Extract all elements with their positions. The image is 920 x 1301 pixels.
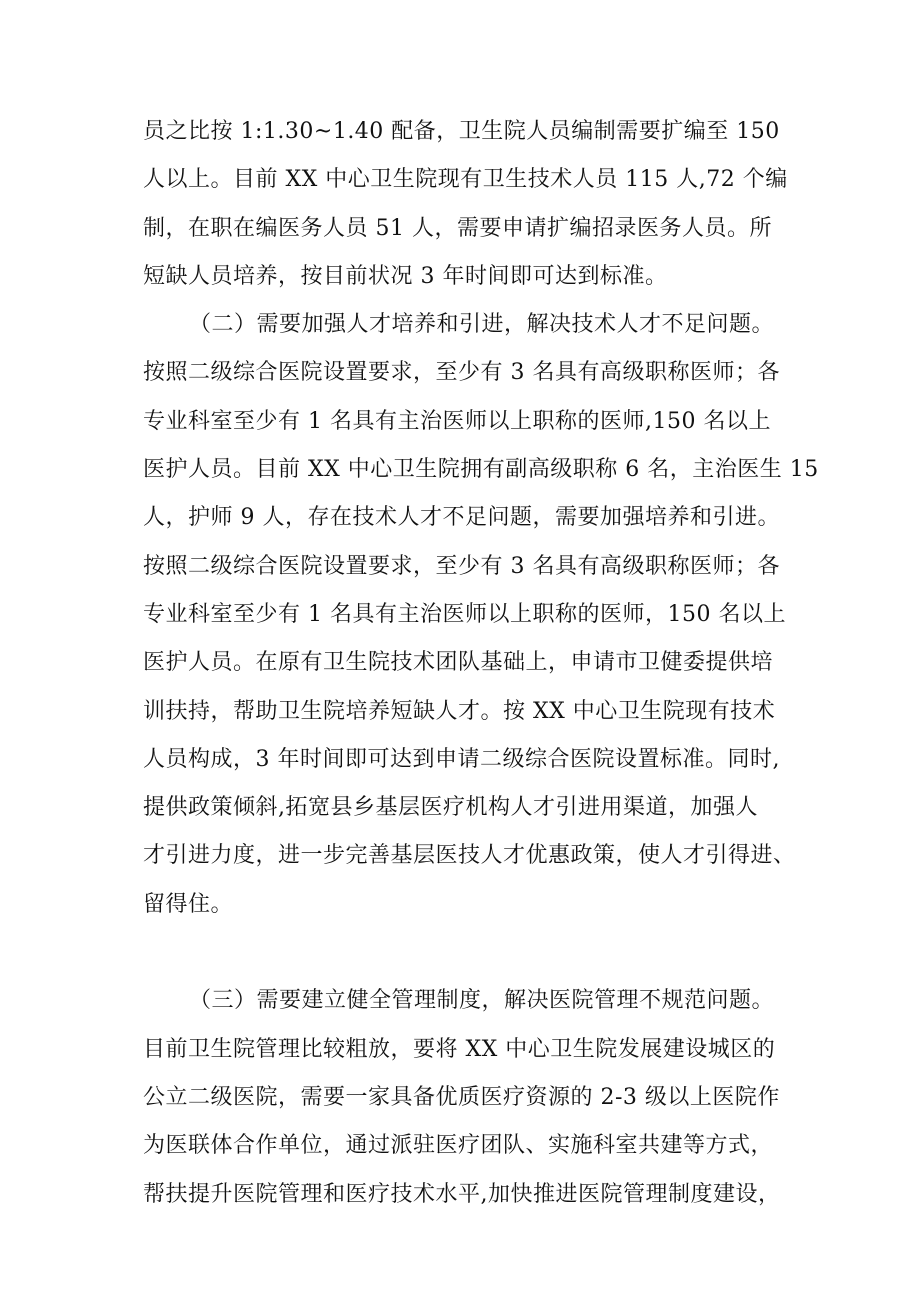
text-line: 医护人员。在原有卫生院技术团队基础上，申请市卫健委提供培 <box>143 650 774 676</box>
text-line: 专业科室至少有 1 名具有主治医师以上职称的医师,150 名以上 <box>143 408 771 434</box>
text-line: 人以上。目前 XX 中心卫生院现有卫生技术人员 115 人,72 个编 <box>143 167 788 193</box>
paragraph-3 <box>143 977 803 1218</box>
text-line: 医护人员。目前 XX 中心卫生院拥有副高级职称 6 名，主治医生 15 <box>143 457 819 483</box>
text-line: 短缺人员培养，按目前状况 3 年时间即可达到标准。 <box>143 263 668 289</box>
text-line: 帮扶提升医院管理和医疗技术水平,加快推进医院管理制度建设， <box>143 1181 781 1207</box>
text-line: 目前卫生院管理比较粗放，要将 XX 中心卫生院发展建设城区的 <box>143 1036 776 1062</box>
text-line: 训扶持，帮助卫生院培养短缺人才。按 XX 中心卫生院现有技术 <box>143 698 776 724</box>
text-line: 人，护师 9 人，存在技术人才不足问题，需要加强培养和引进。 <box>143 505 780 531</box>
text-line: 员之比按 1:1.30~1.40 配备，卫生院人员编制需要扩编至 150 <box>143 119 780 144</box>
text-line: 按照二级综合医院设置要求，至少有 3 名具有高级职称医师；各 <box>143 553 780 579</box>
text-line: 制，在职在编医务人员 51 人，需要申请扩编招录医务人员。所 <box>143 215 772 241</box>
text-line: 公立二级医院，需要一家具备优质医疗资源的 2-3 级以上医院作 <box>143 1084 780 1110</box>
text-line: 留得住。 <box>143 891 234 917</box>
paragraph-spacer <box>143 929 803 977</box>
text-line: 按照二级综合医院设置要求，至少有 3 名具有高级职称医师；各 <box>143 360 780 386</box>
text-line: 为医联体合作单位，通过派驻医疗团队、实施科室共建等方式， <box>143 1133 774 1159</box>
section-heading-2: （二）需要加强人才培养和引进，解决技术人才不足问题。 <box>189 312 775 338</box>
paragraph-1 <box>143 108 803 301</box>
text-line: 专业科室至少有 1 名具有主治医师以上职称的医师，150 名以上 <box>143 601 786 627</box>
section-heading-3: （三）需要建立健全管理制度，解决医院管理不规范问题。 <box>189 988 775 1014</box>
document-body <box>143 108 819 1219</box>
paragraph-2 <box>143 301 819 929</box>
text-line: 人员构成，3 年时间即可达到申请二级综合医院设置标准。同时, <box>143 746 780 772</box>
text-line: 提供政策倾斜,拓宽县乡基层医疗机构人才引进用渠道，加强人 <box>143 795 758 821</box>
text-line: 才引进力度，进一步完善基层医技人才优惠政策，使人才引得进、 <box>143 843 796 869</box>
